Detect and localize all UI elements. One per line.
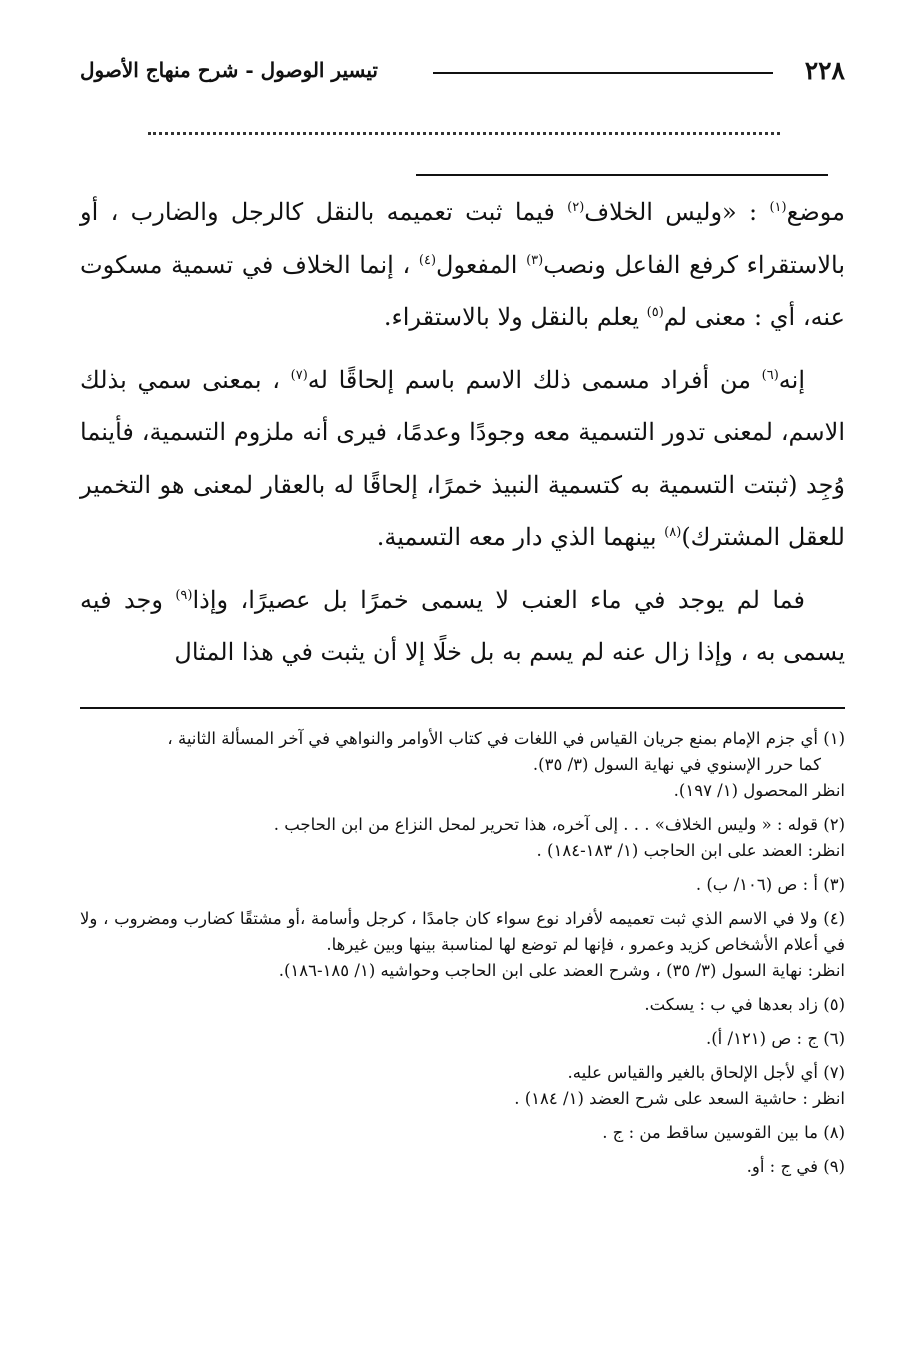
footnote-ref-7[interactable]: (٧) <box>290 367 308 383</box>
running-title: تيسير الوصول - شرح منهاج الأصول <box>80 58 378 82</box>
footnote-line: انظر المحصول (١/ ١٩٧). <box>673 781 845 800</box>
text-run: : «وليس الخلاف <box>584 198 770 226</box>
footnote-9 <box>80 1154 845 1180</box>
footnote-2 <box>80 812 845 864</box>
footnote-5 <box>80 992 845 1018</box>
footnote-line: (٧) أي لأجل الإلحاق بالغير والقياس عليه. <box>567 1063 845 1082</box>
running-header <box>80 56 845 90</box>
main-text <box>80 186 845 689</box>
text-run: يعلم بالنقل ولا بالاستقراء. <box>383 303 647 331</box>
footnote-line: (١) أي جزم الإمام بمنع جريان القياس في اللغات في كتاب الأوامر والنواهي في آخر المسألة الثانية ، <box>167 729 845 748</box>
footnote-ref-8[interactable]: (٨) <box>664 525 682 540</box>
text-run: من أفراد مسمى ذلك الاسم باسم إلحاقًا له <box>307 365 762 394</box>
footnote-line: (٩) في ج : أو. <box>746 1157 845 1176</box>
text-run: موضع <box>786 198 845 226</box>
footnote-1 <box>80 726 845 804</box>
footnote-3 <box>80 872 845 898</box>
footnote-line: انظر : حاشية السعد على شرح العضد (١/ ١٨٤) . <box>514 1089 845 1108</box>
footnotes <box>80 726 845 1188</box>
text-run: فما لم يوجد في ماء العنب لا يسمى خمرًا بل عصيرًا، وإذا <box>192 585 805 614</box>
text-run: بينهما الذي دار معه التسمية. <box>376 523 665 551</box>
footnote-line: انظر: نهاية السول (٣/ ٣٥) ، وشرح العضد على ابن الحاجب وحواشيه (١/ ١٨٥-١٨٦). <box>278 961 845 980</box>
text-run: المفعول <box>436 250 527 279</box>
footnote-line: (٦) ج : ص (١٢١/ أ). <box>706 1029 845 1048</box>
dotted-separator <box>148 132 780 135</box>
footnote-line: كما حرر الإسنوي في نهاية السول (٣/ ٣٥). <box>532 755 821 774</box>
footnote-line: انظر: العضد على ابن الحاجب (١/ ١٨٣-١٨٤) . <box>536 841 845 860</box>
footnote-7 <box>80 1060 845 1112</box>
footnote-rule <box>80 707 845 709</box>
footnote-line: (٥) زاد بعدها في ب : يسكت. <box>644 995 845 1014</box>
footnote-ref-4[interactable]: (٤) <box>418 252 437 268</box>
section-rule <box>416 174 828 176</box>
text-run: ، بمعنى سمي بذلك الاسم، لمعنى تدور التسمية معه وجودًا وعدمًا، فيرى أنه ملزوم التسمية، فأينما وُجِد (ثبتت التسمية به كتسمية النبيذ خمرًا، إلحاقًا له بالعقار لمعنى هو التخمير للعقل المشترك) <box>80 365 845 551</box>
page-number: ٢٢٨ <box>804 56 845 85</box>
footnote-ref-2[interactable]: (٢) <box>567 200 585 215</box>
text-run: إنه <box>778 365 805 394</box>
footnote-8 <box>80 1120 845 1146</box>
footnote-ref-9[interactable]: (٩) <box>175 587 193 603</box>
paragraph-1 <box>80 186 845 344</box>
paragraph-2 <box>80 354 845 564</box>
footnote-line: (٢) قوله : « وليس الخلاف» . . . إلى آخره، هذا تحرير لمحل النزاع من ابن الحاجب . <box>273 815 845 834</box>
footnote-ref-1[interactable]: (١) <box>769 200 787 215</box>
footnote-line: (٨) ما بين القوسين ساقط من : ج . <box>602 1123 845 1142</box>
text-run: فيما ثبت تعميمه بالنقل كالرجل والضارب ، أو بالاستقراء كرفع الفاعل ونصب <box>80 198 846 279</box>
footnote-4 <box>80 906 845 984</box>
paragraph-3 <box>80 574 845 679</box>
text-run: ، إنما الخلاف في تسمية مسكوت عنه، أي : معنى لم <box>80 250 845 331</box>
footnote-ref-6[interactable]: (٦) <box>761 367 779 383</box>
footnote-line: (٤) ولا في الاسم الذي ثبت تعميمه لأفراد نوع سواء كان جامدًا ، كرجل وأسامة ،أو مشتقًا كضارب ومضروب ، ولا في أعلام الأشخاص كزيد وعمرو ، فإنها لم توضع لها لمناسبة بينها وبين غيرها. <box>80 909 845 954</box>
footnote-line: (٣) أ : ص (١٠٦/ ب) . <box>695 875 845 894</box>
footnote-ref-5[interactable]: (٥) <box>646 305 664 320</box>
footnote-6 <box>80 1026 845 1052</box>
header-rule <box>433 72 773 74</box>
text-run: وجد فيه يسمى به ، وإذا زال عنه لم يسم به بل خلًا إلا أن يثبت في هذا المثال <box>80 585 845 666</box>
footnote-ref-3[interactable]: (٣) <box>526 252 544 268</box>
